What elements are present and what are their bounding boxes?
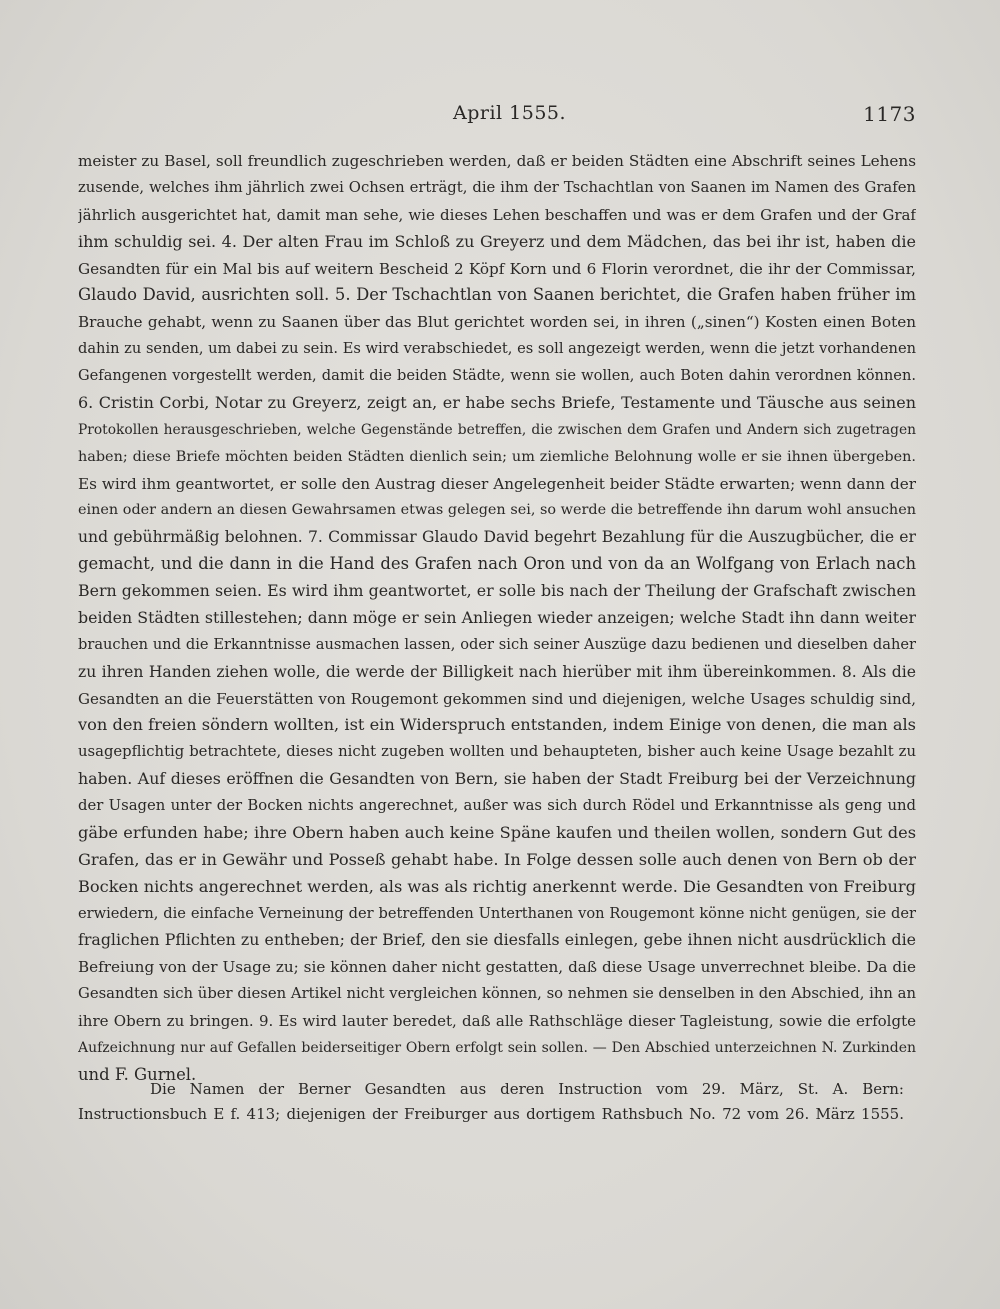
page-header xyxy=(78,102,918,132)
text-line: Gesandten für ein Mal bis auf weitern Bescheid 2 Köpf Korn und 6 Florin verordnet, die ihr der Commissar, xyxy=(78,259,916,278)
text-line: meister zu Basel, soll freundlich zugeschrieben werden, daß er beiden Städten eine Abschrift seines Lehens xyxy=(78,152,916,170)
text-line: 6. Cristin Corbi, Notar zu Greyerz, zeigt an, er habe sechs Briefe, Testamente und Täusche aus seinen xyxy=(78,392,916,412)
text-line: Gesandten sich über diesen Artikel nicht vergleichen können, so nehmen sie denselben in den Abschied, ihn an xyxy=(78,985,916,1003)
source-note-line: Die Namen der Berner Gesandten aus deren Instruction vom 29. März, St. A. Bern: xyxy=(150,1080,904,1098)
main-text xyxy=(78,148,916,1089)
running-head: April 1555. xyxy=(453,102,567,124)
page-number: 1173 xyxy=(863,102,916,126)
text-line-last: und F. Gurnel. xyxy=(78,1064,197,1084)
text-line: Protokollen herausgeschrieben, welche Gegenstände betreffen, die zwischen dem Grafen und Andern sich zugetragen xyxy=(78,421,916,438)
text-line: dahin zu senden, um dabei zu sein. Es wird verabschiedet, es soll angezeigt werden, wenn die jetzt vorhandenen xyxy=(78,340,916,358)
text-line: Gesandten an die Feuerstätten von Rougemont gekommen sind und diejenigen, welche Usages schuldig sind, xyxy=(78,689,916,708)
text-line: erwiedern, die einfache Verneinung der betreffenden Unterthanen von Rougemont könne nicht genügen, sie der xyxy=(78,904,916,922)
text-line: usagepflichtig betrachtete, dieses nicht zugeben wollten und behaupteten, bisher auch keine Usage bezahlt zu xyxy=(78,743,916,761)
text-line: zusende, welches ihm jährlich zwei Ochsen erträgt, die ihm der Tschachtlan von Saanen im Namen des Grafen xyxy=(78,178,916,196)
text-line: haben; diese Briefe möchten beiden Städten dienlich sein; um ziemliche Belohnung wolle er sie ihnen übergeben. xyxy=(78,448,916,465)
text-line: Bern gekommen seien. Es wird ihm geantwortet, er solle bis nach der Theilung der Grafschaft zwischen xyxy=(78,581,916,600)
text-line: zu ihren Handen ziehen wolle, die werde der Billigkeit nach hierüber mit ihm übereinkommen. 8. Als die xyxy=(78,662,916,681)
text-line: haben. Auf dieses eröffnen die Gesandten von Bern, sie haben der Stadt Freiburg bei der Verzeichnung xyxy=(78,769,916,789)
text-line: gemacht, und die dann in die Hand des Grafen nach Oron und von da an Wolfgang von Erlach nach xyxy=(78,554,916,574)
text-line: einen oder andern an diesen Gewahrsamen etwas gelegen sei, so werde die betreffende ihn darum wohl ansuchen xyxy=(78,502,916,519)
text-line: Gefangenen vorgestellt werden, damit die beiden Städte, wenn sie wollen, auch Boten dahin verordnen können. xyxy=(78,367,916,384)
text-line: beiden Städten stillestehen; dann möge er sein Anliegen wieder anzeigen; welche Stadt ihn dann weiter xyxy=(78,607,916,627)
text-line: Glaudo David, ausrichten soll. 5. Der Tschachtlan von Saanen berichtet, die Grafen haben früher im xyxy=(78,285,916,305)
text-line: jährlich ausgerichtet hat, damit man sehe, wie dieses Lehen beschaffen und was er dem Grafen und der Graf xyxy=(78,205,916,224)
text-line: gäbe erfunden habe; ihre Obern haben auch keine Späne kaufen und theilen wollen, sondern Gut des xyxy=(78,822,916,842)
text-line: Befreiung von der Usage zu; sie können daher nicht gestatten, daß diese Usage unverrechnet bleibe. Da die xyxy=(78,958,916,977)
text-line: Bocken nichts angerechnet werden, als was als richtig anerkennt werde. Die Gesandten von Freiburg xyxy=(78,876,916,896)
text-line: von den freien söndern wollten, ist ein Widerspruch entstanden, indem Einige von denen, die man als xyxy=(78,715,916,735)
source-note xyxy=(78,1077,904,1127)
text-line: Brauche gehabt, wenn zu Saanen über das Blut gerichtet worden sei, in ihren („sinen“) Kosten einen Boten xyxy=(78,313,916,332)
source-note-line: Instructionsbuch E f. 413; diejenigen der Freiburger aus dortigem Rathsbuch No. 72 vom 26. März 1555. xyxy=(78,1105,904,1123)
text-line: fraglichen Pflichten zu entheben; der Brief, den sie diesfalls einlegen, gebe ihnen nicht ausdrücklich die xyxy=(78,930,916,950)
text-line: Aufzeichnung nur auf Gefallen beiderseitiger Obern erfolgt sein sollen. — Den Abschied unterzeichnen N. Zurkinden xyxy=(78,1039,916,1056)
text-line: Es wird ihm geantwortet, er solle den Austrag dieser Angelegenheit beider Städte erwarten; wenn dann der xyxy=(78,474,916,493)
text-line: ihre Obern zu bringen. 9. Es wird lauter beredet, daß alle Rathschläge dieser Tagleistung, sowie die erfolgte xyxy=(78,1012,916,1030)
text-line: der Usagen unter der Bocken nichts angerechnet, außer was sich durch Rödel und Erkanntnisse als geng und xyxy=(78,797,916,814)
text-line: Grafen, das er in Gewähr und Posseß gehabt habe. In Folge dessen solle auch denen von Bern ob der xyxy=(78,849,916,869)
text-line: und gebührmäßig belohnen. 7. Commissar Glaudo David begehrt Bezahlung für die Auszugbücher, die er xyxy=(78,528,916,547)
text-line: brauchen und die Erkanntnisse ausmachen lassen, oder sich seiner Auszüge dazu bedienen und dieselben daher xyxy=(78,635,916,653)
text-line: ihm schuldig sei. 4. Der alten Frau im Schloß zu Greyerz und dem Mädchen, das bei ihr ist, haben die xyxy=(78,231,916,251)
